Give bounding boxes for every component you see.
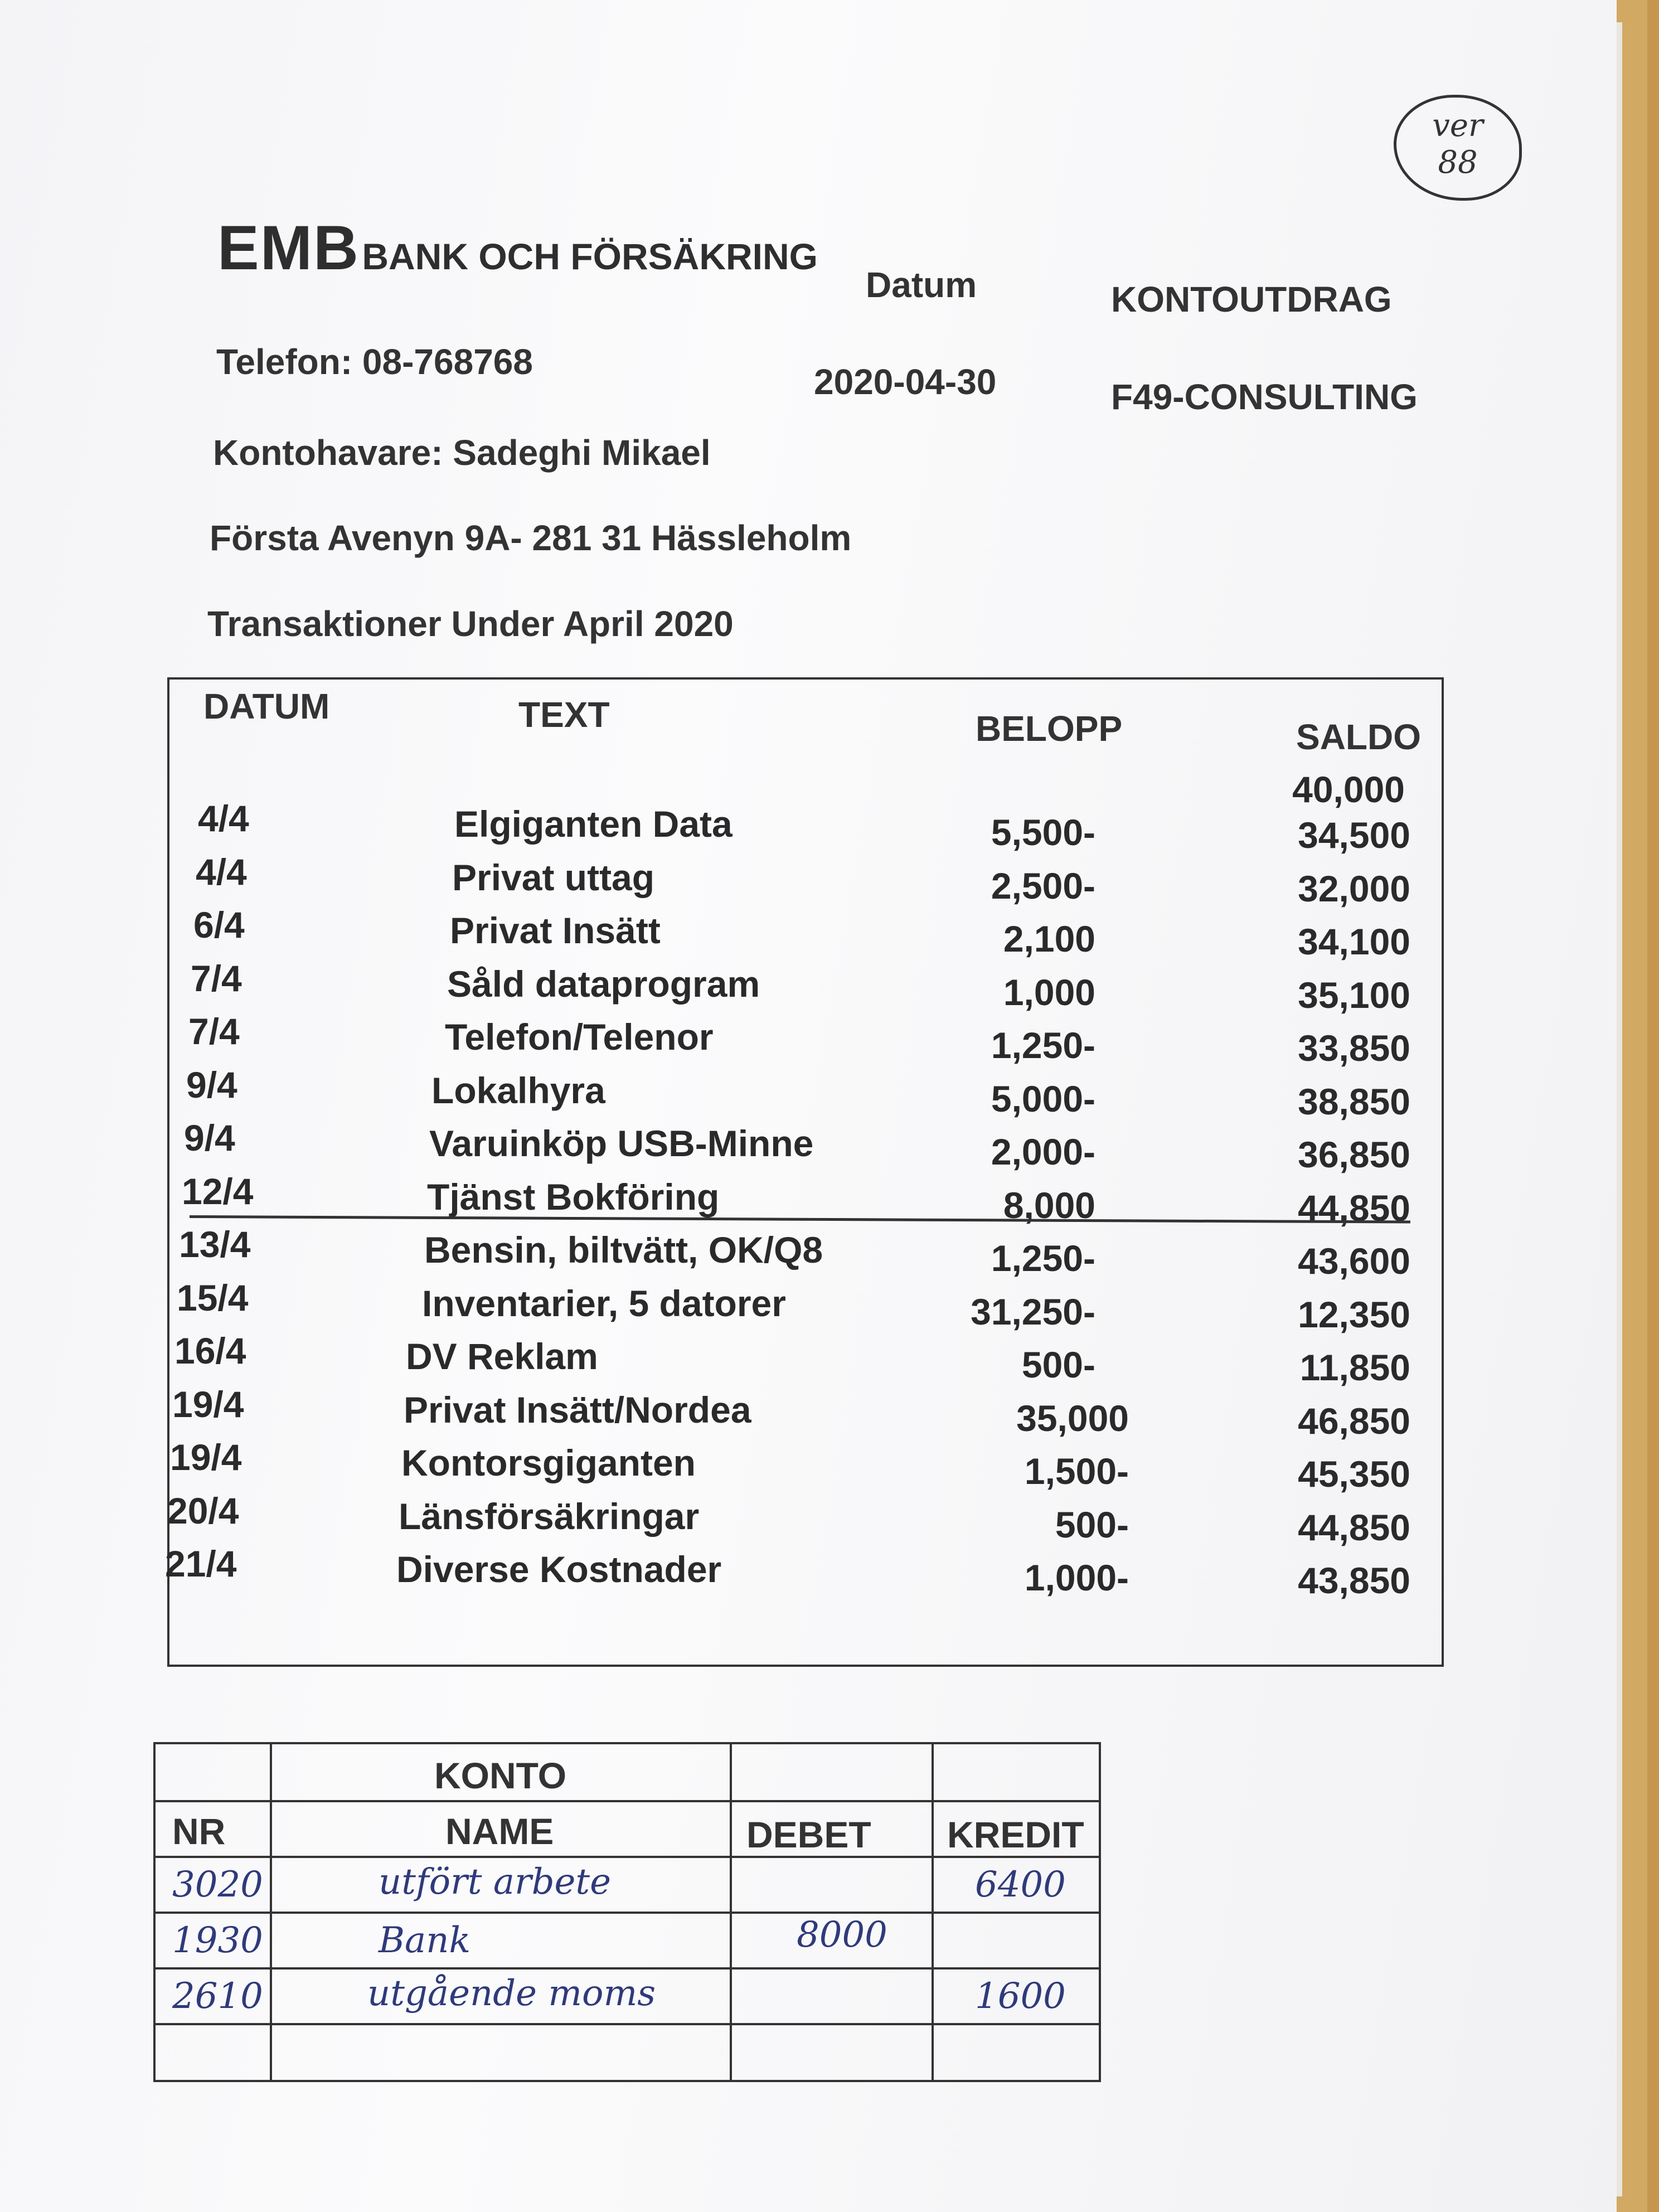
- voucher-label: ver: [1432, 108, 1483, 144]
- transaction-amount: 1,500-: [1024, 1451, 1129, 1492]
- journal-hline: [156, 1856, 1099, 1858]
- col-header-text: TEXT: [518, 695, 610, 735]
- transaction-balance: 45,350: [1298, 1453, 1410, 1495]
- transaction-text: Diverse Kostnader: [396, 1549, 722, 1590]
- transaction-date: 7/4: [191, 957, 242, 999]
- transaction-balance: 34,100: [1298, 921, 1410, 962]
- journal-header-nr: NR: [172, 1811, 226, 1852]
- account-journal-table: [153, 1742, 1101, 2082]
- journal-header-debet: DEBET: [746, 1814, 871, 1855]
- transaction-amount: 500-: [1021, 1344, 1095, 1385]
- transaction-text: Telefon/Telenor: [445, 1016, 714, 1058]
- holder-address: Första Avenyn 9A- 281 31 Hässleholm: [210, 518, 852, 558]
- transaction-amount: 2,100: [1003, 918, 1095, 959]
- transaction-amount: 8,000: [1003, 1184, 1095, 1226]
- transaction-balance: 38,850: [1298, 1080, 1410, 1122]
- transaction-date: 6/4: [193, 904, 245, 945]
- transaction-date: 21/4: [165, 1543, 237, 1584]
- transaction-date: 4/4: [196, 851, 247, 892]
- account-holder: Kontohavare: Sadeghi Mikael: [213, 433, 711, 473]
- journal-row-nr: 1930: [172, 1920, 263, 1961]
- transaction-balance: 35,100: [1298, 974, 1410, 1016]
- transaction-balance: 11,850: [1299, 1347, 1410, 1388]
- transaction-date: 19/4: [170, 1437, 242, 1478]
- period-title: Transaktioner Under April 2020: [207, 604, 734, 644]
- bank-phone: Telefon: 08-768768: [216, 342, 533, 382]
- transaction-balance: 46,850: [1298, 1400, 1410, 1442]
- transaction-amount: 1,250-: [991, 1025, 1095, 1066]
- journal-row-debet: 8000: [797, 1914, 887, 1956]
- transaction-balance: 34,500: [1298, 814, 1410, 856]
- transaction-balance: 32,000: [1298, 867, 1410, 909]
- journal-row-name: utgående moms: [367, 1973, 656, 2014]
- col-header-amount: BELOPP: [976, 709, 1123, 749]
- transaction-amount: 500-: [1055, 1503, 1129, 1545]
- col-header-date: DATUM: [203, 686, 330, 726]
- col-header-balance: SALDO: [1296, 717, 1421, 757]
- transaction-date: 9/4: [184, 1117, 235, 1158]
- transaction-date: 4/4: [198, 798, 249, 839]
- transaction-balance: 33,850: [1298, 1027, 1410, 1069]
- transaction-date: 16/4: [174, 1330, 246, 1371]
- transaction-amount: 35,000: [1016, 1397, 1129, 1439]
- transaction-text: Privat Insätt/Nordea: [404, 1389, 751, 1430]
- transaction-date: 7/4: [188, 1011, 240, 1052]
- journal-hline: [156, 1967, 1099, 1970]
- transaction-balance: 44,850: [1298, 1506, 1410, 1548]
- transaction-text: Privat Insätt: [450, 910, 661, 951]
- transaction-date: 9/4: [186, 1064, 237, 1105]
- journal-header-kredit: KREDIT: [947, 1814, 1084, 1855]
- journal-header-name: NAME: [445, 1811, 554, 1852]
- transaction-amount: 5,000-: [991, 1078, 1095, 1119]
- transaction-text: Lokalhyra: [431, 1069, 605, 1111]
- journal-vline: [932, 1744, 934, 2080]
- transaction-date: 19/4: [172, 1383, 244, 1425]
- journal-row-name: Bank: [379, 1920, 471, 1961]
- bank-logo-block: [217, 212, 818, 284]
- opening-balance: 40,000: [1292, 769, 1405, 810]
- transaction-text: DV Reklam: [406, 1336, 598, 1377]
- journal-row-kredit: 6400: [975, 1864, 1066, 1905]
- bank-name: BANK OCH FÖRSÄKRING: [362, 236, 818, 277]
- transaction-date: 12/4: [182, 1170, 254, 1212]
- transaction-text: Elgiganten Data: [454, 803, 733, 845]
- transaction-amount: 31,250-: [971, 1291, 1095, 1332]
- transaction-balance: 36,850: [1298, 1134, 1410, 1175]
- transaction-text: Varuinköp USB-Minne: [429, 1123, 814, 1164]
- transaction-text: Privat uttag: [452, 856, 655, 898]
- transaction-text: Bensin, biltvätt, OK/Q8: [424, 1229, 823, 1270]
- transaction-amount: 1,250-: [991, 1238, 1095, 1279]
- transaction-text: Kontorsgiganten: [401, 1442, 696, 1483]
- transaction-text: Såld dataprogram: [447, 963, 760, 1005]
- transaction-balance: 44,850: [1298, 1187, 1410, 1229]
- journal-header-konto: KONTO: [434, 1755, 567, 1796]
- journal-hline: [156, 2023, 1099, 2025]
- transaction-balance: 43,600: [1298, 1240, 1410, 1282]
- document-type: KONTOUTDRAG: [1111, 279, 1392, 319]
- transaction-date: 15/4: [177, 1277, 249, 1318]
- journal-row-name: utfört arbete: [379, 1861, 611, 1903]
- transaction-amount: 2,500-: [991, 865, 1095, 906]
- transaction-amount: 1,000: [1003, 971, 1095, 1013]
- transaction-date: 20/4: [167, 1490, 239, 1531]
- statement-date: 2020-04-30: [814, 362, 997, 402]
- journal-vline: [270, 1744, 272, 2080]
- transaction-text: Tjänst Bokföring: [427, 1176, 720, 1217]
- transaction-date: 13/4: [179, 1224, 251, 1265]
- company-name: F49-CONSULTING: [1111, 377, 1418, 417]
- transaction-text: Länsförsäkringar: [399, 1495, 700, 1537]
- transaction-balance: 12,350: [1298, 1293, 1410, 1335]
- transaction-text: Inventarier, 5 datorer: [422, 1282, 786, 1324]
- transaction-amount: 5,500-: [991, 812, 1095, 853]
- journal-hline: [156, 1800, 1099, 1802]
- voucher-number: 88: [1438, 144, 1478, 181]
- journal-vline: [730, 1744, 732, 2080]
- bank-logo: EMB: [217, 213, 360, 283]
- journal-hline: [156, 1912, 1099, 1914]
- journal-row-nr: 2610: [172, 1976, 263, 2017]
- transaction-balance: 43,850: [1298, 1560, 1410, 1601]
- transaction-amount: 2,000-: [991, 1131, 1095, 1172]
- journal-row-nr: 3020: [172, 1864, 263, 1905]
- handwritten-voucher-mark: [1394, 95, 1522, 201]
- transaction-amount: 1,000-: [1024, 1557, 1129, 1598]
- date-label: Datum: [866, 265, 977, 305]
- journal-row-kredit: 1600: [975, 1976, 1066, 2017]
